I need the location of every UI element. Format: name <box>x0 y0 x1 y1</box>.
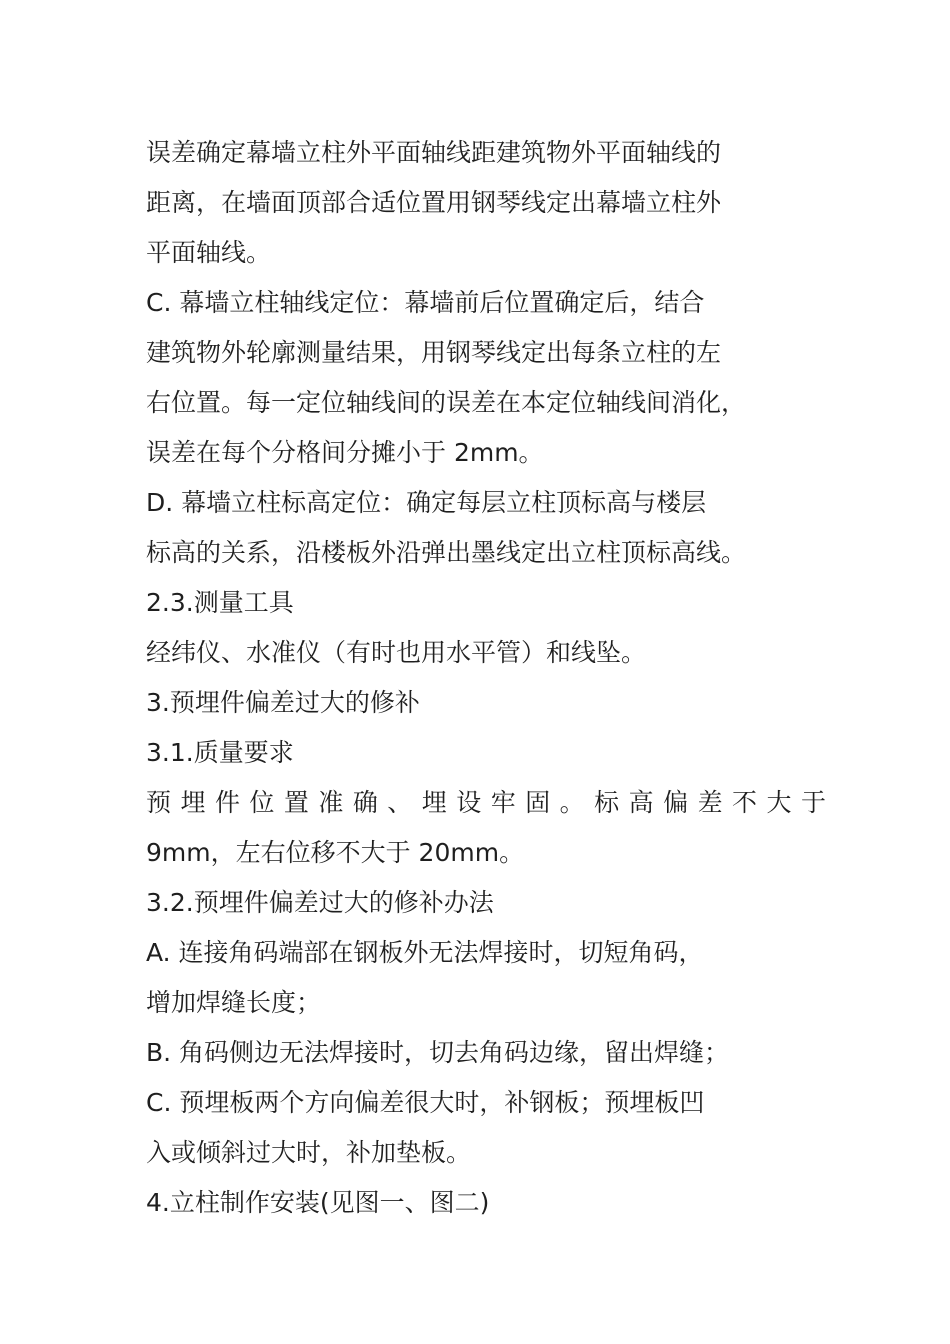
text-line: C. 预埋板两个方向偏差很大时，补钢板；预埋板凹 <box>146 1088 705 1117</box>
text-line: A. 连接角码端部在钢板外无法焊接时，切短角码， <box>146 938 704 967</box>
text-line: 距离，在墙面顶部合适位置用钢琴线定出幕墙立柱外 <box>146 188 722 217</box>
text-line: C. 幕墙立柱轴线定位：幕墙前后位置确定后，结合 <box>146 288 705 317</box>
text-line: 右位置。每一定位轴线间的误差在本定位轴线间消化， <box>146 388 747 417</box>
text-line: 入或倾斜过大时，补加垫板。 <box>146 1138 472 1167</box>
text-line: 增加焊缝长度； <box>146 988 322 1017</box>
section-heading: 2.3.测量工具 <box>146 588 294 617</box>
document-body <box>146 128 826 1228</box>
text-line: 建筑物外轮廓测量结果，用钢琴线定出每条立柱的左 <box>146 338 722 367</box>
section-heading: 3.1.质量要求 <box>146 738 294 767</box>
text-line: 经纬仪、水准仪（有时也用水平管）和线坠。 <box>146 638 647 667</box>
text-line: 误差在每个分格间分摊小于 2mm。 <box>146 438 544 467</box>
text-line: 标高的关系，沿楼板外沿弹出墨线定出立柱顶标高线。 <box>146 538 747 567</box>
text-line: 预埋件位置准确、埋设牢固。标高偏差不大于 <box>146 788 826 817</box>
section-heading: 3.预埋件偏差过大的修补 <box>146 688 420 717</box>
text-line: 平面轴线。 <box>146 238 272 267</box>
text-line: 9mm，左右位移不大于 20mm。 <box>146 838 525 867</box>
section-heading: 3.2.预埋件偏差过大的修补办法 <box>146 888 494 917</box>
text-line: B. 角码侧边无法焊接时，切去角码边缘，留出焊缝； <box>146 1038 730 1067</box>
text-line: D. 幕墙立柱标高定位：确定每层立柱顶标高与楼层 <box>146 488 707 517</box>
text-line: 误差确定幕墙立柱外平面轴线距建筑物外平面轴线的 <box>146 138 722 167</box>
section-heading: 4.立柱制作安装(见图一、图二) <box>146 1188 490 1217</box>
